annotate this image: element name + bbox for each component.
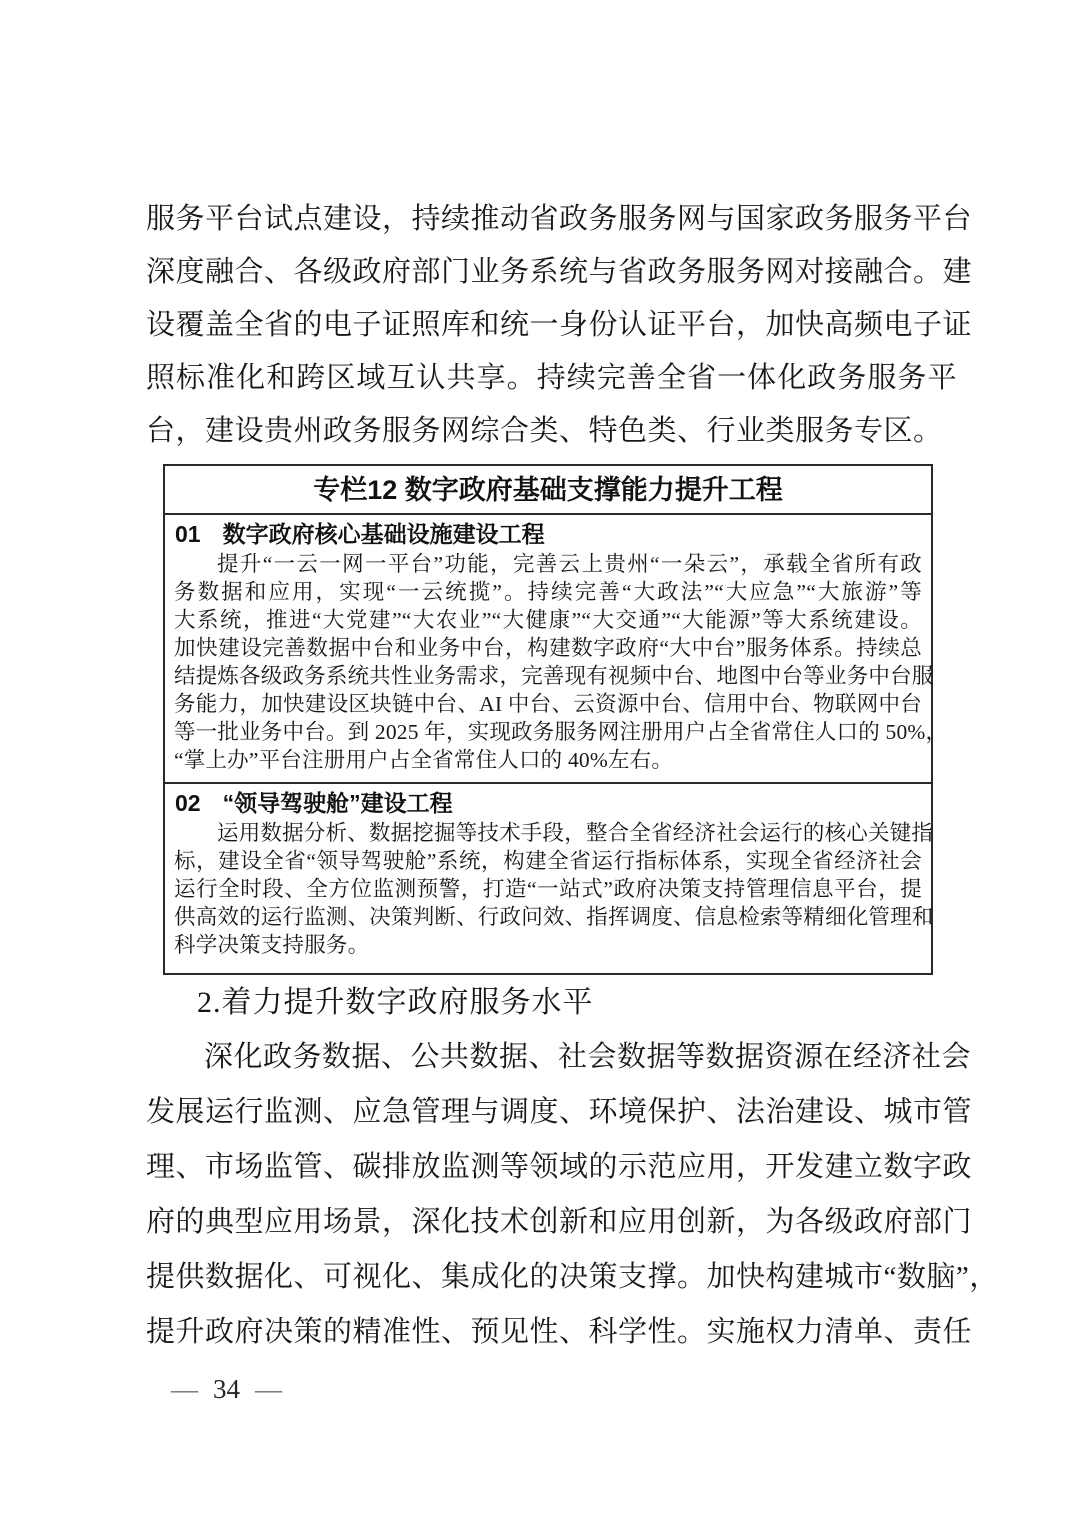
section-number: 02 xyxy=(175,790,201,816)
panel-text-line: 等一批业务中台。到 2025 年，实现政务服务网注册用户占全省常住人口的 50%， xyxy=(174,720,948,744)
section-title: “领导驾驶舱”建设工程 xyxy=(222,790,453,816)
paragraph-line: 府的典型应用场景，深化技术创新和应用创新，为各级政府部门 xyxy=(146,1206,973,1238)
paragraph-line: 照标准化和跨区域互认共享。持续完善全省一体化政务服务平 xyxy=(146,362,957,394)
panel-section-02 xyxy=(165,784,934,973)
panel-text-line: “掌上办”平台注册用户占全省常住人口的 40%左右。 xyxy=(174,748,674,772)
body-paragraph xyxy=(146,1030,999,1360)
panel-text-line: 务能力，加快建设区块链中台、AI 中台、云资源中台、信用中台、物联网中台 xyxy=(174,692,922,716)
panel-text-line: 加快建设完善数据中台和业务中台，构建数字政府“大中台”服务体系。持续总 xyxy=(174,636,922,660)
section-01-body xyxy=(165,549,948,782)
panel-text-line: 运用数据分析、数据挖掘等技术手段，整合全省经济社会运行的核心关键指 xyxy=(217,821,934,845)
paragraph-line: 深度融合、各级政府部门业务系统与省政务服务网对接融合。建 xyxy=(146,256,973,288)
panel-text-line: 科学决策支持服务。 xyxy=(174,933,370,957)
paragraph-line: 深化政务数据、公共数据、社会数据等数据资源在经济社会 xyxy=(204,1041,972,1073)
panel-text-line: 结提炼各级政务系统共性业务需求，完善现有视频中台、地图中台等业务中台服 xyxy=(174,664,934,688)
page-number-value: 34 xyxy=(213,1374,240,1404)
section-number: 01 xyxy=(175,521,201,547)
panel-text-line: 标，建设全省“领导驾驶舱”系统，构建全省运行指标体系，实现全省经济社会 xyxy=(174,849,922,873)
intro-paragraph xyxy=(146,193,973,458)
panel-text-line: 供高效的运行监测、决策判断、行政问效、指挥调度、信息检索等精细化管理和 xyxy=(174,905,934,929)
paragraph-line: 提供数据化、可视化、集成化的决策支撑。加快构建城市“数脑”， xyxy=(146,1261,999,1293)
page-number xyxy=(146,1372,957,1406)
paragraph-line: 设覆盖全省的电子证照库和统一身份认证平台，加快高频电子证 xyxy=(146,309,973,341)
paragraph-line: 理、市场监管、碳排放监测等领域的示范应用，开发建立数字政 xyxy=(146,1151,973,1183)
page-number-dash: — xyxy=(255,1374,282,1404)
panel-title: 专栏12 数字政府基础支撑能力提升工程 xyxy=(165,466,931,515)
section-02-header xyxy=(165,784,931,818)
section-02-body xyxy=(165,818,934,973)
paragraph-line: 服务平台试点建设，持续推动省政务服务网与国家政务服务平台 xyxy=(146,203,973,235)
special-column-panel xyxy=(163,464,948,975)
page-number-dash: — xyxy=(171,1374,198,1404)
section-01-header xyxy=(165,515,931,549)
panel-section-01 xyxy=(165,515,948,782)
paragraph-line: 提升政府决策的精准性、预见性、科学性。实施权力清单、责任 xyxy=(146,1316,973,1348)
subsection-heading: 2.着力提升数字政府服务水平 xyxy=(197,986,594,1019)
panel-text-line: 运行全时段、全方位监测预警，打造“一站式”政府决策支持管理信息平台，提 xyxy=(174,877,922,901)
paragraph-line: 台，建设贵州政务服务网综合类、特色类、行业类服务专区。 xyxy=(146,415,943,447)
panel-text-line: 大系统，推进“大党建”“大农业”“大健康”“大交通”“大能源”等大系统建设。 xyxy=(174,608,922,632)
panel-text-line: 务数据和应用，实现“一云统揽”。持续完善“大政法”“大应急”“大旅游”等 xyxy=(174,580,922,604)
section-title: 数字政府核心基础设施建设工程 xyxy=(222,521,545,547)
paragraph-line: 发展运行监测、应急管理与调度、环境保护、法治建设、城市管 xyxy=(146,1096,973,1128)
panel-text-line: 提升“一云一网一平台”功能，完善云上贵州“一朵云”，承载全省所有政 xyxy=(217,552,922,576)
